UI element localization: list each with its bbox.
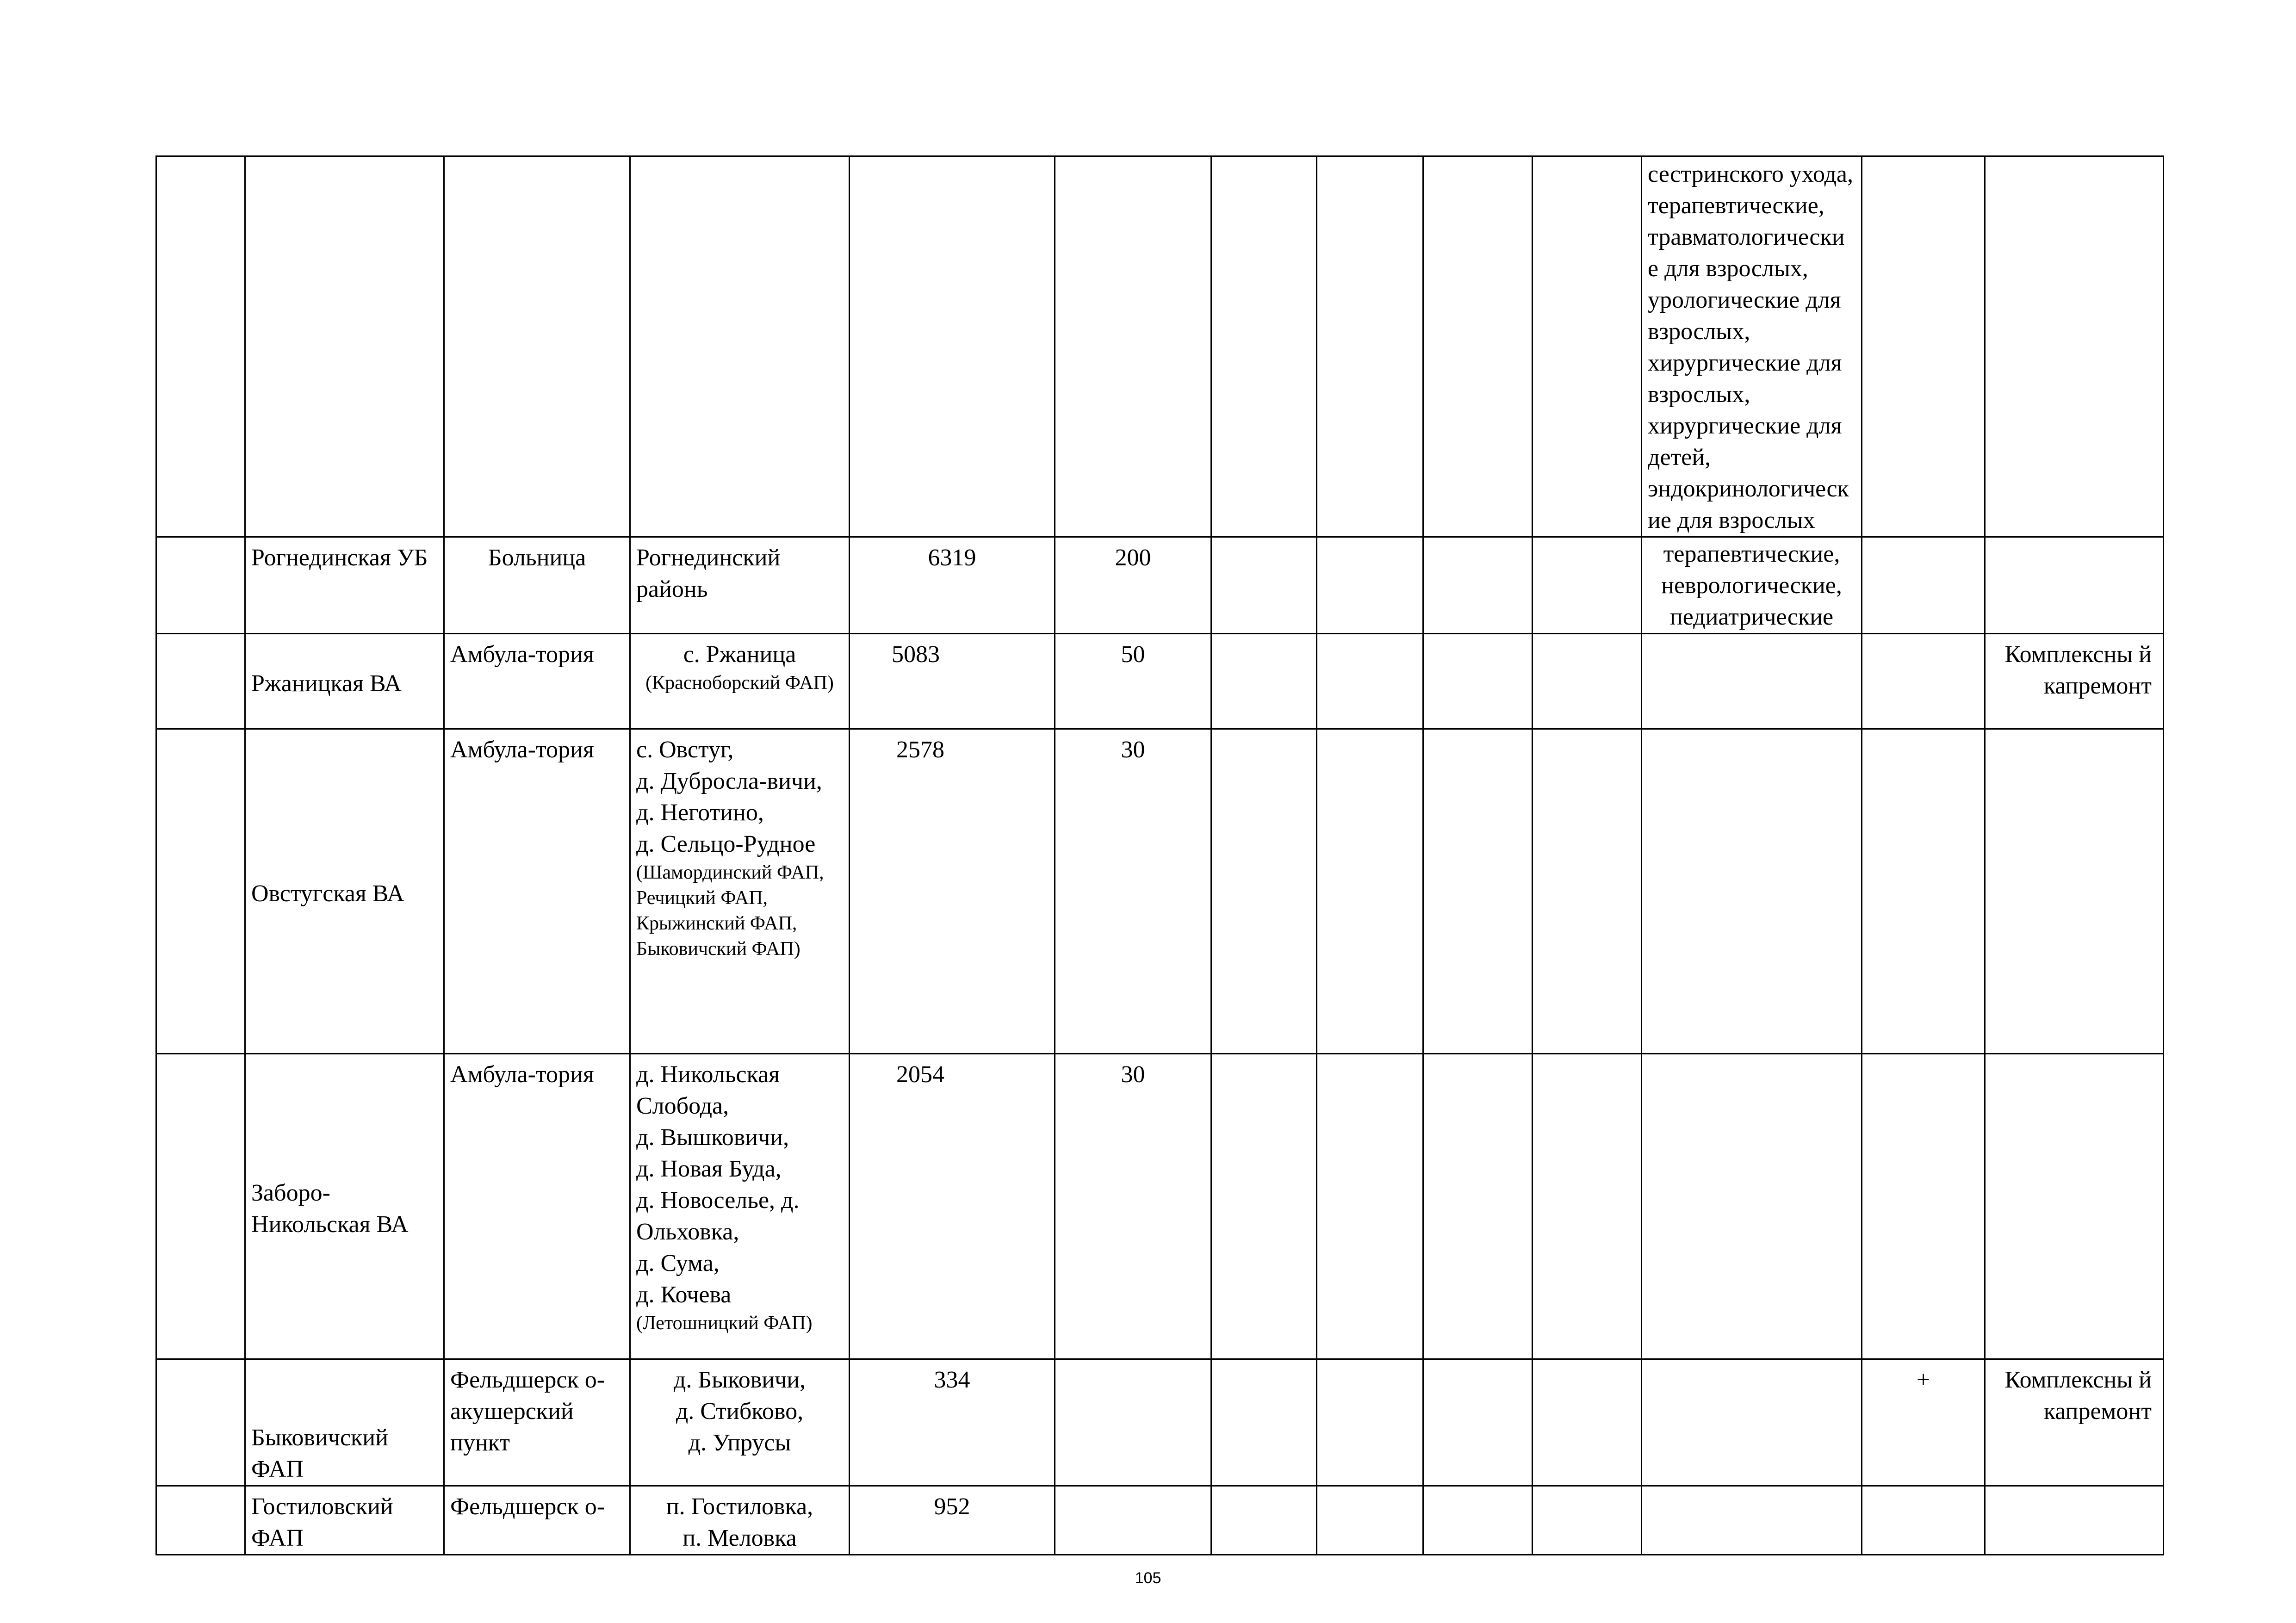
cell-plus (1862, 537, 1985, 634)
cell-type: Фельдшерск о- (444, 1486, 630, 1555)
cell-empty (1533, 1486, 1642, 1555)
cell-territory (630, 729, 850, 1054)
cell-profiles (1642, 634, 1862, 729)
cell-plus (1862, 156, 1985, 537)
cell-territory (630, 1359, 850, 1486)
facilities-table (155, 155, 2164, 1555)
cell-visits (1055, 1359, 1211, 1486)
territory-line: д. Сума, (636, 1250, 720, 1276)
cell-empty (1211, 1359, 1317, 1486)
cell-territory (630, 156, 850, 537)
cell-empty (1211, 537, 1317, 634)
cell-repair: Комплексны й капремонт (1985, 634, 2164, 729)
cell-index (156, 537, 245, 634)
cell-empty (1533, 634, 1642, 729)
cell-plus (1862, 1486, 1985, 1555)
cell-empty (1423, 1054, 1533, 1359)
cell-plus (1862, 634, 1985, 729)
territory-line: д. Новоселье, д. Ольховка, (636, 1187, 800, 1245)
cell-name: Рогнединская УБ (245, 537, 444, 634)
territory-line: д. Упрусы (688, 1430, 791, 1456)
cell-name: Заборо-Никольская ВА (245, 1054, 444, 1359)
cell-population: 952 (850, 1486, 1055, 1555)
cell-empty (1423, 1359, 1533, 1486)
cell-territory (630, 1486, 850, 1555)
cell-name: Гостиловский ФАП (245, 1486, 444, 1555)
cell-territory (630, 537, 850, 634)
table-row (156, 156, 2164, 537)
territory-note: (Летошницкий ФАП) (636, 1313, 813, 1334)
cell-index (156, 634, 245, 729)
territory-line: д. Никольская Слобода, (636, 1061, 780, 1119)
territory-line: д. Кочева (636, 1282, 732, 1308)
cell-empty (1533, 156, 1642, 537)
page-number: 105 (1135, 1569, 1161, 1587)
cell-empty (1317, 1486, 1423, 1555)
territory-line: д. Неготино, (636, 799, 764, 826)
cell-plus: + (1862, 1359, 1985, 1486)
cell-index (156, 1359, 245, 1486)
cell-visits: 50 (1055, 634, 1211, 729)
cell-visits: 30 (1055, 1054, 1211, 1359)
territory-line: д. Вышковичи, (636, 1124, 789, 1151)
cell-repair (1985, 537, 2164, 634)
cell-empty (1211, 1054, 1317, 1359)
cell-repair (1985, 1486, 2164, 1555)
cell-type: Амбула-тория (444, 729, 630, 1054)
cell-index (156, 1486, 245, 1555)
cell-empty (1317, 729, 1423, 1054)
table-row (156, 1359, 2164, 1486)
territory-line: д. Дуброслa-вичи, (636, 768, 822, 794)
table-row (156, 1486, 2164, 1555)
cell-visits (1055, 156, 1211, 537)
cell-empty (1317, 634, 1423, 729)
cell-index (156, 1054, 245, 1359)
cell-empty (1423, 634, 1533, 729)
table-row (156, 634, 2164, 729)
cell-empty (1533, 1359, 1642, 1486)
cell-profiles: сестринского ухода, терапевтические, травматологически е для взрослых, урологические для взрослых, хирургические для взрослых, хирургические для детей, эндокринологическ ие для взрослых (1642, 156, 1862, 537)
cell-repair (1985, 729, 2164, 1054)
cell-empty (1423, 156, 1533, 537)
cell-type: Амбула-тория (444, 634, 630, 729)
cell-empty (1317, 1054, 1423, 1359)
cell-index (156, 156, 245, 537)
cell-population: 2578 (850, 729, 1055, 1054)
cell-repair: Комплексны й капремонт (1985, 1359, 2164, 1486)
territory-line: д. Новая Буда, (636, 1156, 782, 1182)
cell-empty (1211, 1486, 1317, 1555)
territory-line: д. Сельцо-Рудное (636, 831, 816, 857)
cell-repair (1985, 156, 2164, 537)
cell-name: Ржаницкая ВА (245, 634, 444, 729)
cell-plus (1862, 729, 1985, 1054)
cell-type: Амбула-тория (444, 1054, 630, 1359)
cell-visits: 200 (1055, 537, 1211, 634)
territory-line: п. Гостиловка, (666, 1493, 813, 1520)
cell-visits: 30 (1055, 729, 1211, 1054)
cell-profiles: терапевтические, неврологические, педиатрические (1642, 537, 1862, 634)
territory-line: п. Меловка (683, 1525, 797, 1551)
territory-line: д. Стибково, (676, 1398, 804, 1425)
cell-territory (630, 634, 850, 729)
table-row (156, 1054, 2164, 1359)
table-row (156, 537, 2164, 634)
territory-line: с. Ржаница (683, 641, 796, 668)
cell-empty (1211, 156, 1317, 537)
cell-territory (630, 1054, 850, 1359)
cell-profiles (1642, 729, 1862, 1054)
cell-index (156, 729, 245, 1054)
cell-profiles (1642, 1486, 1862, 1555)
cell-population (850, 156, 1055, 537)
cell-empty (1533, 537, 1642, 634)
cell-name (245, 156, 444, 537)
territory-line: с. Овстуг, (636, 737, 734, 763)
cell-empty (1423, 1486, 1533, 1555)
territory-note: (Красноборский ФАП) (645, 672, 834, 694)
territory-line: Рогнединский районь (636, 545, 781, 602)
cell-type: Больница (444, 537, 630, 634)
cell-plus (1862, 1054, 1985, 1359)
cell-empty (1211, 729, 1317, 1054)
cell-visits (1055, 1486, 1211, 1555)
cell-profiles (1642, 1359, 1862, 1486)
cell-empty (1317, 537, 1423, 634)
cell-empty (1211, 634, 1317, 729)
cell-empty (1423, 537, 1533, 634)
cell-type: Фельдшерск о-акушерский пункт (444, 1359, 630, 1486)
territory-note: (Шамординский ФАП, Речицкий ФАП, Крыжинский ФАП, Быковичский ФАП) (636, 862, 824, 960)
territory-line: д. Быковичи, (673, 1367, 806, 1393)
table-row (156, 729, 2164, 1054)
cell-empty (1317, 156, 1423, 537)
cell-type (444, 156, 630, 537)
cell-repair (1985, 1054, 2164, 1359)
cell-population: 2054 (850, 1054, 1055, 1359)
cell-name: Быковичский ФАП (245, 1359, 444, 1486)
cell-empty (1423, 729, 1533, 1054)
cell-population: 5083 (850, 634, 1055, 729)
cell-empty (1533, 729, 1642, 1054)
cell-name: Овстугская ВА (245, 729, 444, 1054)
cell-population: 6319 (850, 537, 1055, 634)
cell-empty (1533, 1054, 1642, 1359)
cell-profiles (1642, 1054, 1862, 1359)
cell-population: 334 (850, 1359, 1055, 1486)
cell-empty (1317, 1359, 1423, 1486)
